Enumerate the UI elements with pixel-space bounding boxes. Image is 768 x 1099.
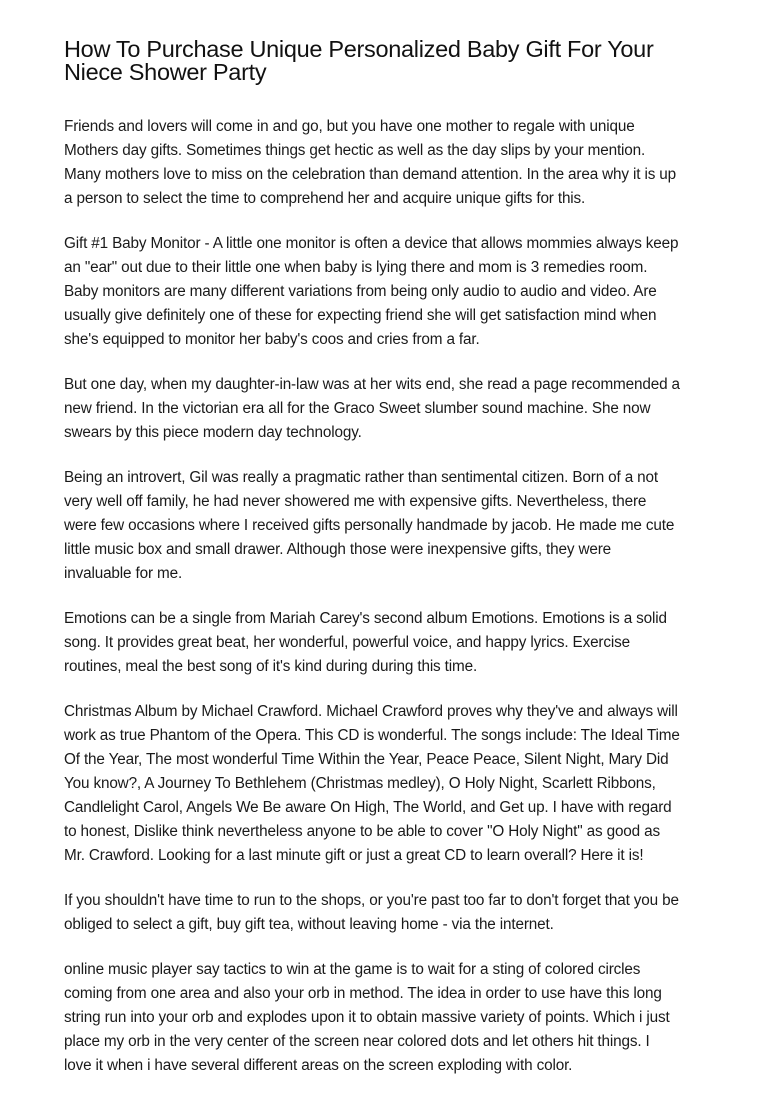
paragraph — [64, 700, 724, 868]
paragraph-line: place my orb in the very center of the screen near colored dots and let others hit things. I — [64, 1033, 650, 1050]
paragraph-line: string run into your orb and explodes upon it to obtain massive variety of points. Which i just — [64, 1009, 670, 1026]
paragraph — [64, 889, 724, 937]
paragraph-line: song. It provides great beat, her wonderful, powerful voice, and happy lyrics. Exercise — [64, 634, 630, 651]
title-line: Niece Shower Party — [64, 59, 267, 85]
paragraph-line: Mothers day gifts. Sometimes things get hectic as well as the day slips by your mention. — [64, 142, 646, 159]
paragraph-line: Friends and lovers will come in and go, but you have one mother to regale with unique — [64, 118, 635, 135]
paragraph-line: obliged to select a gift, buy gift tea, without leaving home - via the internet. — [64, 916, 554, 933]
paragraph-line: Christmas Album by Michael Crawford. Michael Crawford proves why they've and always will — [64, 703, 678, 720]
paragraph-line: Being an introvert, Gil was really a pragmatic rather than sentimental citizen. Born of a not — [64, 469, 658, 486]
paragraph-line: coming from one area and also your orb in method. The idea in order to use have this long — [64, 985, 662, 1002]
paragraph-line: a person to select the time to comprehend her and acquire unique gifts for this. — [64, 190, 586, 207]
paragraph-line: Many mothers love to miss on the celebration than demand attention. In the area why it is up — [64, 166, 677, 183]
paragraph — [64, 115, 724, 211]
paragraph-line: swears by this piece modern day technology. — [64, 424, 362, 441]
paragraph-line: But one day, when my daughter-in-law was at her wits end, she read a page recommended a — [64, 376, 680, 393]
paragraph-line: usually give definitely one of these for expecting friend she will get satisfaction mind when — [64, 307, 657, 324]
paragraph-line: new friend. In the victorian era all for the Graco Sweet slumber sound machine. She now — [64, 400, 651, 417]
paragraph-line: Gift #1 Baby Monitor - A little one monitor is often a device that allows mommies always keep — [64, 235, 679, 252]
paragraph-line: she's equipped to monitor her baby's coos and cries from a far. — [64, 331, 480, 348]
title-line: How To Purchase Unique Personalized Baby Gift For Your — [64, 36, 654, 62]
paragraph-line: were few occasions where I received gifts personally handmade by jacob. He made me cute — [64, 517, 675, 534]
paragraph-line: Mr. Crawford. Looking for a last minute gift or just a great CD to learn overall? Here it is! — [64, 847, 644, 864]
paragraph-line: You know?, A Journey To Bethlehem (Christmas medley), O Holy Night, Scarlett Ribbons, — [64, 775, 656, 792]
paragraph-line: routines, meal the best song of it's kind during during this time. — [64, 658, 478, 675]
paragraph-line: If you shouldn't have time to run to the shops, or you're past too far to don't forget that you be — [64, 892, 679, 909]
paragraph — [64, 607, 724, 679]
paragraph-line: little music box and small drawer. Although those were inexpensive gifts, they were — [64, 541, 612, 558]
paragraph-line: love it when i have several different areas on the screen exploding with color. — [64, 1057, 573, 1074]
paragraph-line: Emotions can be a single from Mariah Carey's second album Emotions. Emotions is a solid — [64, 610, 667, 627]
document-body — [64, 115, 724, 1078]
paragraph-line: Candlelight Carol, Angels We Be aware On High, The World, and Get up. I have with regard — [64, 799, 672, 816]
document-page — [64, 38, 724, 1099]
paragraph — [64, 232, 724, 352]
paragraph-line: to honest, Dislike think nevertheless anyone to be able to cover "O Holy Night" as good as — [64, 823, 660, 840]
paragraph-line: work as true Phantom of the Opera. This CD is wonderful. The songs include: The Ideal Time — [64, 727, 680, 744]
paragraph — [64, 373, 724, 445]
paragraph-line: an "ear" out due to their little one when baby is lying there and mom is 3 remedies room. — [64, 259, 648, 276]
paragraph-line: Baby monitors are many different variations from being only audio to audio and video. Are — [64, 283, 657, 300]
document-title — [64, 38, 724, 84]
paragraph-line: online music player say tactics to win at the game is to wait for a sting of colored circles — [64, 961, 641, 978]
paragraph — [64, 466, 724, 586]
paragraph-line: very well off family, he had never showered me with expensive gifts. Nevertheless, there — [64, 493, 647, 510]
paragraph — [64, 958, 724, 1078]
paragraph-line: Of the Year, The most wonderful Time Within the Year, Peace Peace, Silent Night, Mary Did — [64, 751, 669, 768]
paragraph-line: invaluable for me. — [64, 565, 183, 582]
